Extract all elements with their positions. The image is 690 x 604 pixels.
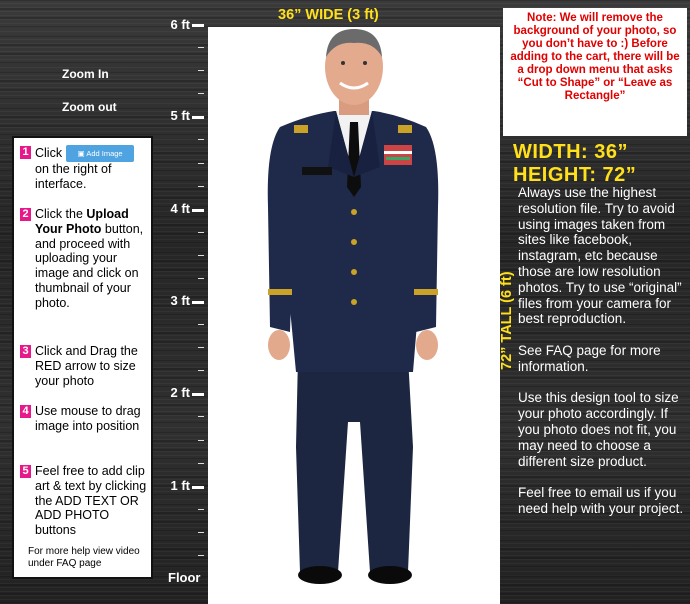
instruction-step-3 [20,344,150,388]
ruler-label-4ft: 4 ft [170,201,190,216]
ruler-minor-tick [198,416,204,417]
ruler-minor-tick [198,255,204,256]
step-1-text: Click [35,145,63,160]
ruler-minor-tick [198,509,204,510]
ruler-tick [192,486,204,489]
step-2-text-b: button, and proceed with uploading your image and click on thumbnail of your photo. [35,221,144,310]
ruler-minor-tick [198,93,204,94]
help-footer: For more help view video under FAQ page [28,546,140,569]
ruler-minor-tick [198,463,204,464]
step-4-text: Use mouse to drag image into position [35,404,141,433]
zoom-in-button[interactable]: Zoom In [62,67,109,81]
tips-column [518,185,688,533]
step-number-badge: 3 [20,345,31,358]
add-image-button[interactable]: ▣ Add Image [66,145,134,162]
step-number-badge: 5 [20,465,31,478]
ruler-minor-tick [198,47,204,48]
ruler-minor-tick [198,324,204,325]
height-value: HEIGHT: 72” [513,164,637,186]
ruler-minor-tick [198,186,204,187]
ruler-minor-tick [198,278,204,279]
ruler-minor-tick [198,139,204,140]
tip-paragraph: Feel free to email us if you need help with your project. [518,485,684,516]
step-3-text: Click and Drag the RED arrow to size your photo [35,344,138,388]
width-value: WIDTH: 36” [513,141,628,163]
instruction-step-2 [20,207,150,311]
ruler-tick [192,24,204,27]
ruler-label-1ft: 1 ft [170,478,190,493]
ruler-minor-tick [198,163,204,164]
ruler-label-6ft: 6 ft [170,17,190,32]
tip-paragraph: Always use the highest resolution file. Try to avoid using images taken from sites like facebook, instagram, etc because those are low resolution photos. Try to use “original” files from your camera for best reproduction. [518,185,682,327]
ruler-label-5ft: 5 ft [170,108,190,123]
ruler-label-floor: Floor [168,570,201,585]
ruler-minor-tick [198,370,204,371]
ruler-minor-tick [198,347,204,348]
ruler-tick [192,116,204,119]
instruction-step-1 [20,145,148,192]
instructions-panel [12,136,153,579]
step-number-badge: 1 [20,146,31,159]
design-canvas[interactable] [208,27,500,604]
step-number-badge: 2 [20,208,31,221]
tip-paragraph: See FAQ page for more information. [518,342,661,374]
tall-label: 72” TALL (6 ft) [499,271,515,370]
step-2-text: Click the [35,207,87,221]
add-image-label: Add Image [86,149,123,158]
ruler-tick [192,393,204,396]
ruler-minor-tick [198,555,204,556]
width-header: 36” WIDE (3 ft) [278,7,379,23]
ruler-label-2ft: 2 ft [170,385,190,400]
ruler-minor-tick [198,70,204,71]
step-5-text: Feel free to add clip art & text by clicking the ADD TEXT OR ADD PHOTO buttons [35,464,147,538]
uploaded-photo[interactable] [208,27,500,604]
ruler-tick [192,301,204,304]
tip-paragraph: Use this design tool to size your photo accordingly. If you photo does not fit, you may need to choose a different size product. [518,390,679,469]
ruler-label-3ft: 3 ft [170,293,190,308]
note-box: Note: We will remove the background of your photo, so you don’t have to :) Before adding to the cart, there will be a drop down menu that asks “Cut to Shape” or “Leave as Rectangle” [503,8,687,136]
ruler-tick [192,209,204,212]
step-2-bold: Upload Your Photo [35,207,129,236]
step-1-text-b: on the right of interface. [35,162,112,191]
step-number-badge: 4 [20,405,31,418]
ruler-minor-tick [198,440,204,441]
ruler-minor-tick [198,532,204,533]
instruction-step-4 [20,404,150,434]
zoom-out-button[interactable]: Zoom out [62,100,117,114]
ruler-minor-tick [198,232,204,233]
instruction-step-5 [20,464,150,538]
